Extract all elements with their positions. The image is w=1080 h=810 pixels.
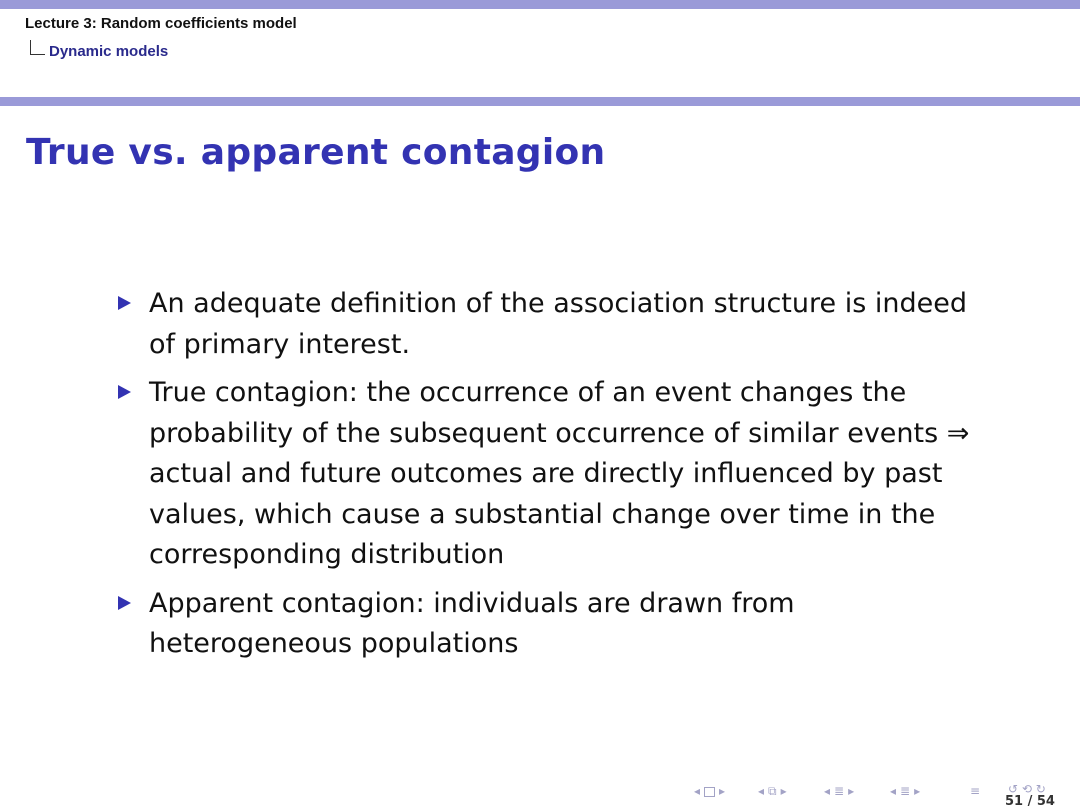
header [0, 9, 1080, 97]
beamer-navigation [690, 784, 1080, 808]
subsection-icon[interactable]: ⧉ [768, 784, 777, 798]
back-forward-search-icon[interactable]: ↺ ⟲ ↻ [1008, 782, 1046, 796]
section-icon[interactable]: ≣ [834, 784, 845, 798]
appendix-icon[interactable]: ≡ [970, 784, 981, 798]
nav-left-arrow-icon[interactable]: ◂ [890, 784, 897, 798]
document-icon[interactable]: ≣ [900, 784, 911, 798]
nav-left-arrow-icon[interactable]: ◂ [694, 784, 701, 798]
bullet-list [116, 284, 986, 673]
nav-left-arrow-icon[interactable]: ◂ [758, 784, 765, 798]
nav-frame-group[interactable] [694, 784, 729, 804]
nav-right-arrow-icon[interactable]: ▸ [848, 784, 855, 798]
header-rule [0, 97, 1080, 106]
nav-left-arrow-icon[interactable]: ◂ [824, 784, 831, 798]
nav-right-arrow-icon[interactable]: ▸ [719, 784, 726, 798]
nav-right-arrow-icon[interactable]: ▸ [914, 784, 921, 798]
lecture-title: Lecture 3: Random coefficients model [25, 15, 297, 32]
nav-document-group[interactable] [890, 784, 924, 804]
bullet-triangle-icon [118, 296, 131, 310]
bullet-triangle-icon [118, 596, 131, 610]
nav-appendix-group[interactable] [970, 784, 984, 804]
tree-corner-icon [30, 40, 45, 55]
bullet-item [116, 284, 986, 365]
page-number: 51 / 54 [1005, 794, 1055, 809]
bullet-item [116, 584, 986, 665]
bullet-item [116, 373, 986, 576]
subsection-label: Dynamic models [49, 43, 169, 60]
bullet-text: Apparent contagion: individuals are drawn from heterogeneous populations [149, 587, 795, 659]
top-bar [0, 0, 1080, 9]
bullet-text: An adequate definition of the association structure is indeed of primary interest. [149, 288, 967, 360]
bullet-text: True contagion: the occurrence of an event changes the probability of the subsequent occurrence of similar events ⇒ actual and future outcomes are directly influenced by past values, which cause a substantial change over time in the corresponding distribution [149, 377, 970, 570]
bullet-triangle-icon [118, 385, 131, 399]
nav-subsection-group[interactable] [758, 784, 791, 804]
nav-right-arrow-icon[interactable]: ▸ [780, 784, 787, 798]
frame-icon[interactable] [704, 787, 715, 797]
frame-title: True vs. apparent contagion [26, 132, 606, 173]
nav-section-group[interactable] [824, 784, 858, 804]
